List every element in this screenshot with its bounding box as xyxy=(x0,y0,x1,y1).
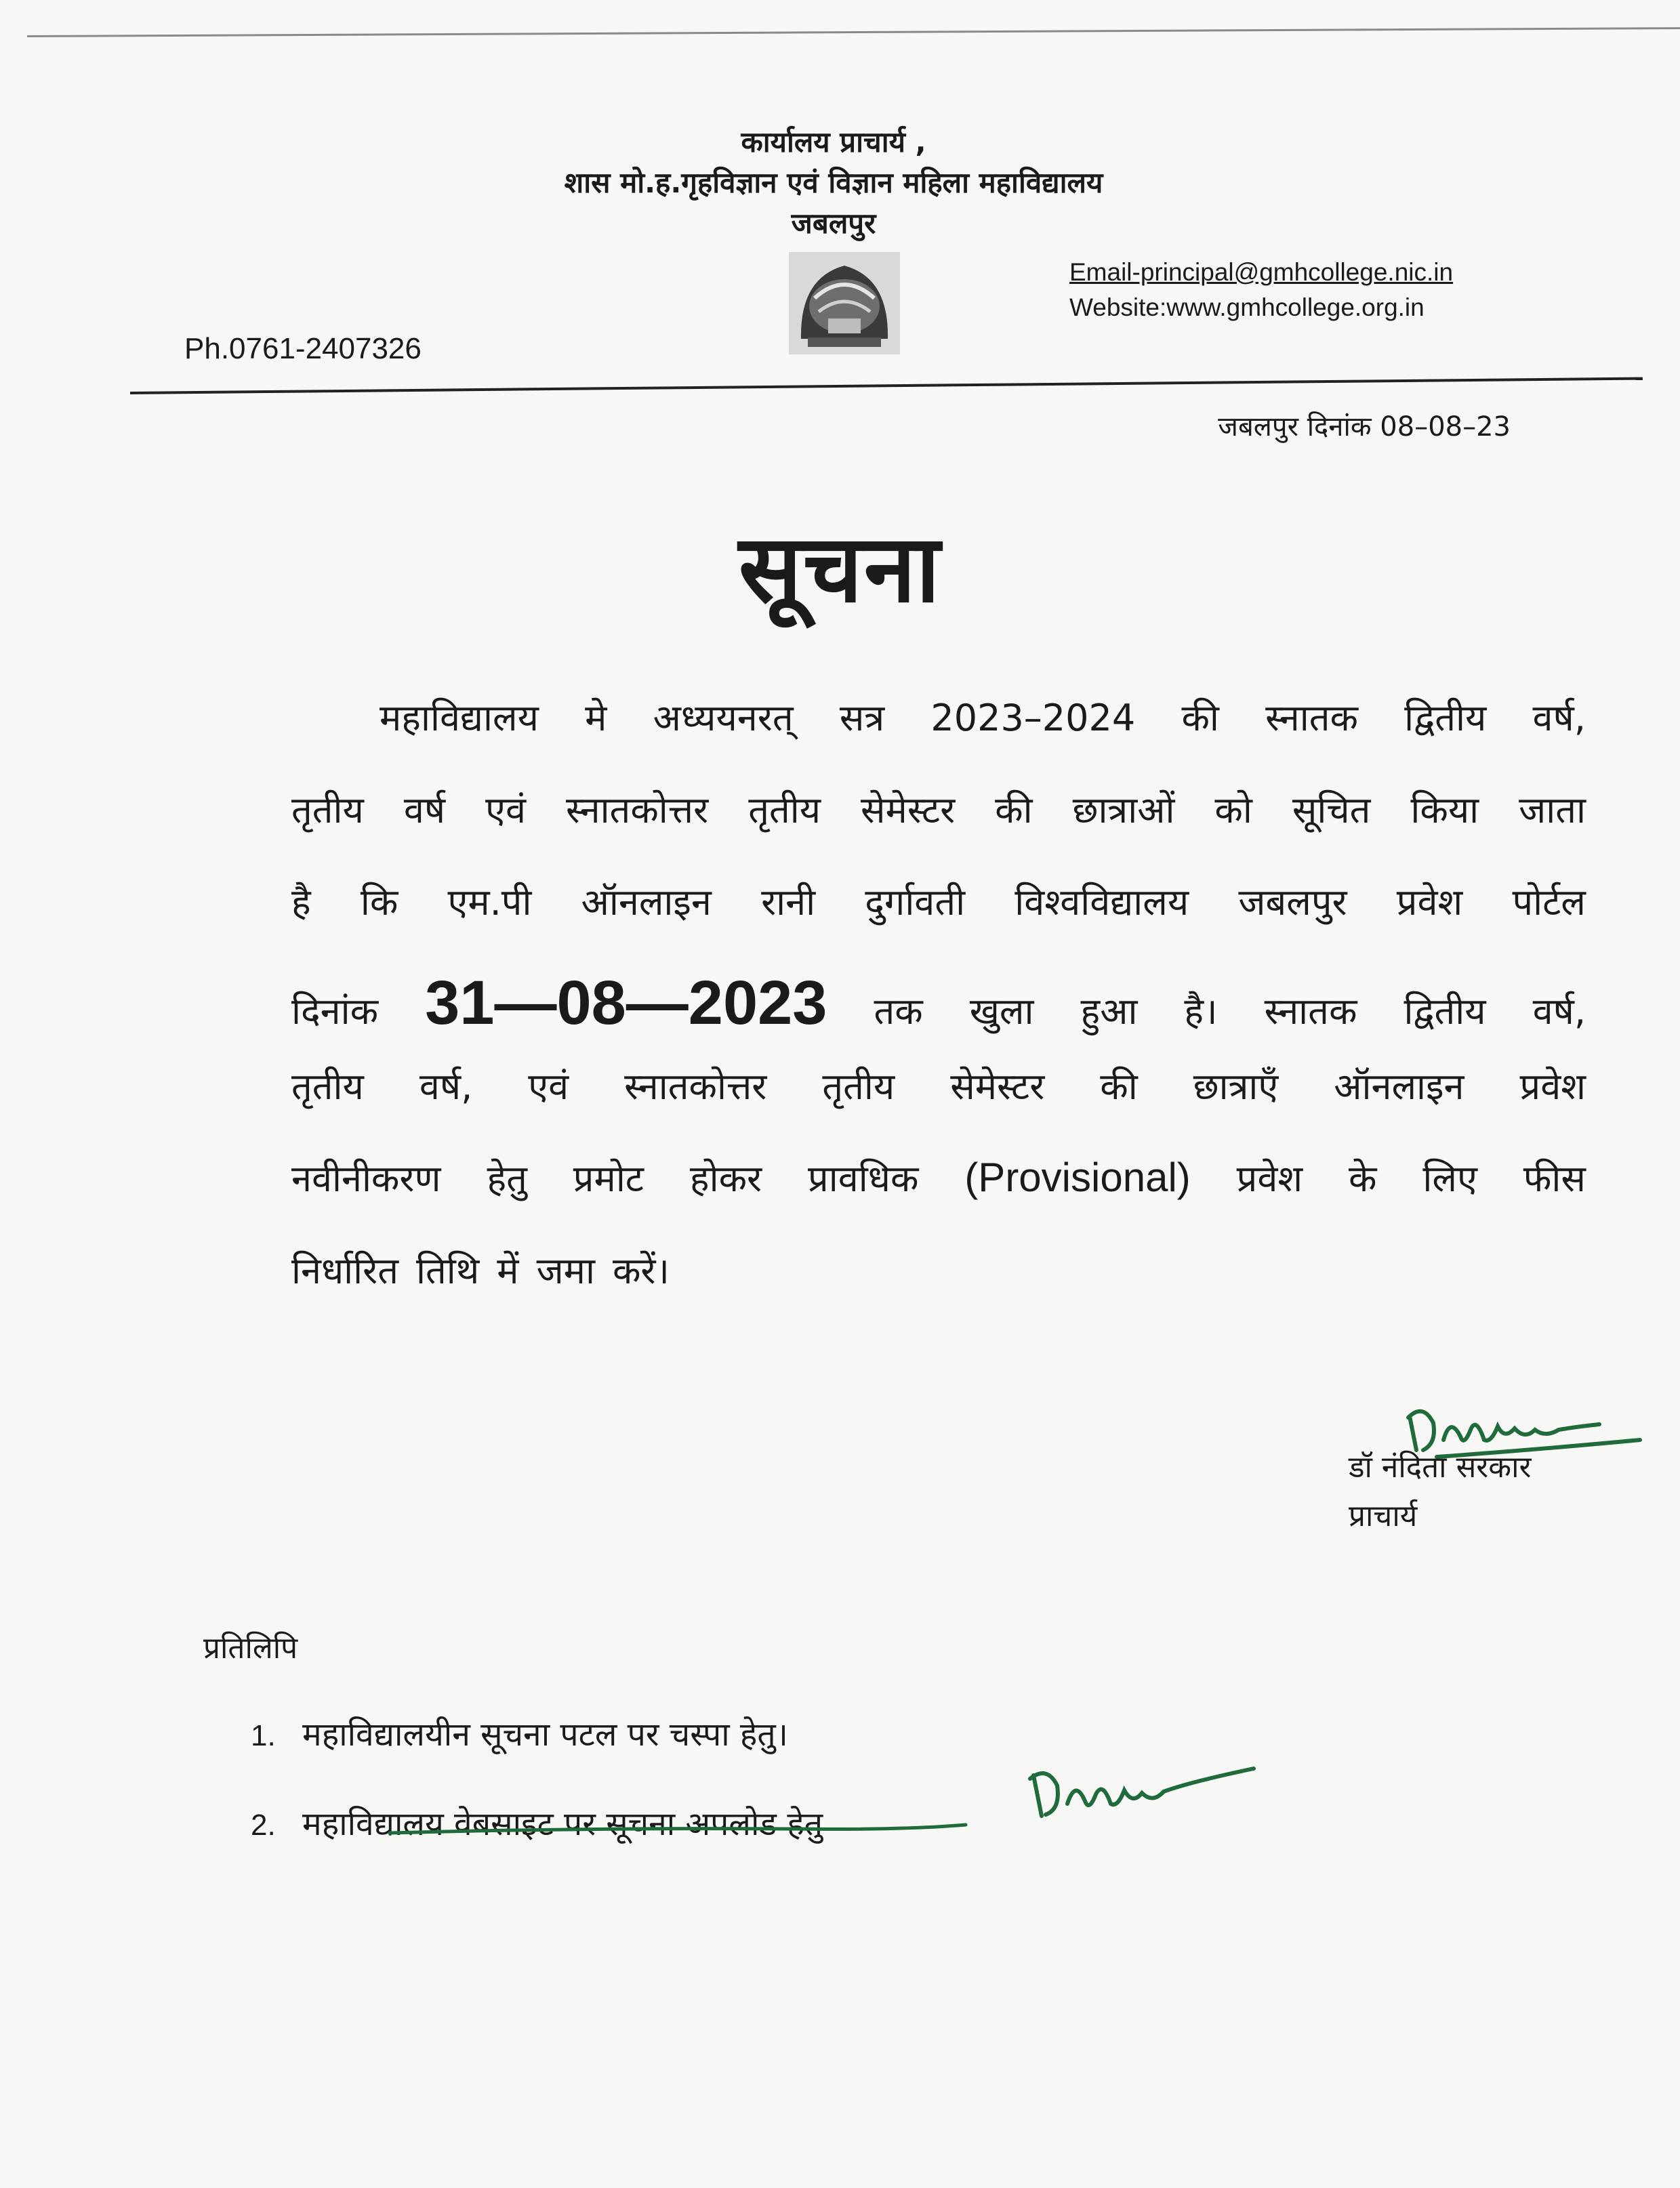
body-word: एवं xyxy=(528,1065,569,1108)
body-word: वर्ष, xyxy=(1532,990,1586,1033)
body-word: हुआ xyxy=(1080,990,1138,1033)
email-link[interactable]: Email-principal@gmhcollege.nic.in xyxy=(1069,258,1454,286)
body-word: में xyxy=(497,1250,519,1292)
list-text: महाविद्यालय वेबसाइट पर सूचना अपलोड हेतु xyxy=(302,1805,823,1843)
body-word: सेमेस्टर xyxy=(950,1065,1045,1108)
body-word: छात्राएँ xyxy=(1193,1065,1279,1108)
office-title: कार्यालय प्राचार्य , xyxy=(741,125,926,159)
body-word: प्रवेश xyxy=(1396,881,1463,924)
body-word: दिनांक xyxy=(291,990,379,1033)
body-word: रानी xyxy=(761,881,816,924)
body-word: ऑनलाइन xyxy=(581,881,712,924)
body-word: को xyxy=(1214,789,1252,831)
body-word: छात्राओं xyxy=(1072,789,1175,831)
college-name: शास मो.ह.गृहविज्ञान एवं विज्ञान महिला महाविद्यालय xyxy=(564,166,1103,199)
body-word: वर्ष, xyxy=(1532,697,1586,739)
body-word: तृतीय xyxy=(291,1065,364,1108)
body-word: सूचित xyxy=(1292,789,1371,831)
body-word: होकर xyxy=(689,1157,762,1200)
list-item xyxy=(251,1691,823,1780)
notice-date: जबलपुर दिनांक 08–08–23 xyxy=(1218,411,1511,442)
body-word: एम.पी xyxy=(447,881,532,924)
body-word: द्वितीय xyxy=(1404,697,1487,739)
body-word: वर्ष xyxy=(403,789,446,831)
list-number: 1. xyxy=(251,1719,276,1752)
body-line-3 xyxy=(291,875,1586,968)
body-word: तक xyxy=(874,990,923,1033)
initials-signature xyxy=(1020,1741,1264,1830)
body-word: के xyxy=(1349,1157,1377,1200)
state-emblem-icon xyxy=(787,251,901,356)
deadline-date: 31—08—2023 xyxy=(425,968,827,1037)
body-word: हेतु xyxy=(487,1157,527,1200)
body-word: किया xyxy=(1410,789,1479,831)
body-word: दुर्गावती xyxy=(865,881,966,924)
body-word: अध्ययनरत् xyxy=(653,697,794,739)
city-name: जबलपुर xyxy=(791,207,876,240)
body-line-6 xyxy=(291,1152,1586,1244)
body-word: सत्र xyxy=(839,697,885,739)
body-word: प्रावधिक xyxy=(808,1157,919,1200)
body-word: तृतीय xyxy=(822,1065,895,1108)
body-line-5 xyxy=(291,1060,1586,1152)
header-divider xyxy=(130,377,1643,394)
body-word: 2023–2024 xyxy=(930,697,1136,739)
body-word: ऑनलाइन xyxy=(1334,1065,1464,1108)
body-word: तृतीय xyxy=(748,789,821,831)
body-word: लिए xyxy=(1422,1157,1477,1200)
body-word: प्रवेश xyxy=(1519,1065,1586,1108)
body-line-2 xyxy=(291,783,1586,875)
body-word: वर्ष, xyxy=(419,1065,473,1108)
notice-title: सूचना xyxy=(738,514,942,623)
signatory-block xyxy=(1349,1443,1532,1541)
body-line-7 xyxy=(291,1244,1586,1336)
body-word: कि xyxy=(360,881,398,924)
body-word: स्नातक xyxy=(1264,990,1357,1033)
copy-to-label: प्रतिलिपि xyxy=(203,1631,298,1666)
list-number: 2. xyxy=(251,1809,276,1842)
body-word: सेमेस्टर xyxy=(861,789,956,831)
body-word: करें। xyxy=(612,1250,670,1292)
body-line-1 xyxy=(291,691,1586,783)
body-word: एवं xyxy=(485,789,526,831)
body-word: नवीनीकरण xyxy=(291,1157,441,1200)
body-word: मे xyxy=(585,697,607,739)
body-word: की xyxy=(995,789,1033,831)
signatory-designation: प्राचार्य xyxy=(1349,1499,1418,1533)
body-word: स्नातकोत्तर xyxy=(565,789,709,831)
body-word: तिथि xyxy=(416,1250,480,1292)
body-word: स्नातकोत्तर xyxy=(624,1065,767,1108)
body-word: द्वितीय xyxy=(1404,990,1486,1033)
ink-underline-mark xyxy=(386,1819,969,1846)
body-word: पोर्टल xyxy=(1512,881,1586,924)
body-word: जबलपुर xyxy=(1238,881,1347,924)
body-word: जाता xyxy=(1519,789,1586,831)
body-word: विश्वविद्यालय xyxy=(1015,881,1189,924)
contact-block xyxy=(1069,255,1453,325)
body-word: जमा xyxy=(536,1250,595,1292)
body-word: की xyxy=(1181,697,1219,739)
body-word: की xyxy=(1100,1065,1138,1108)
body-word: स्नातक xyxy=(1265,697,1358,739)
letterhead xyxy=(407,122,1261,244)
body-word: प्रवेश xyxy=(1236,1157,1303,1200)
phone-number: Ph.0761-2407326 xyxy=(184,332,422,365)
scan-edge-line xyxy=(27,27,1680,37)
signatory-name: डॉ नंदिता सरकार xyxy=(1349,1450,1532,1485)
body-word: तृतीय xyxy=(291,789,364,831)
body-word: महाविद्यालय xyxy=(380,697,539,739)
body-word: प्रमोट xyxy=(573,1157,644,1200)
notice-body xyxy=(291,691,1586,1336)
body-line-4 xyxy=(291,968,1586,1060)
body-word: खुला xyxy=(969,990,1034,1033)
body-word: फीस xyxy=(1523,1157,1586,1200)
website-link[interactable]: Website:www.gmhcollege.org.in xyxy=(1069,293,1425,321)
list-text: महाविद्यालयीन सूचना पटल पर चस्पा हेतु। xyxy=(302,1716,788,1754)
body-word: है xyxy=(291,881,311,924)
body-word: है। xyxy=(1184,990,1218,1033)
provisional-term: (Provisional) xyxy=(964,1155,1191,1200)
body-word: निर्धारित xyxy=(291,1250,399,1292)
